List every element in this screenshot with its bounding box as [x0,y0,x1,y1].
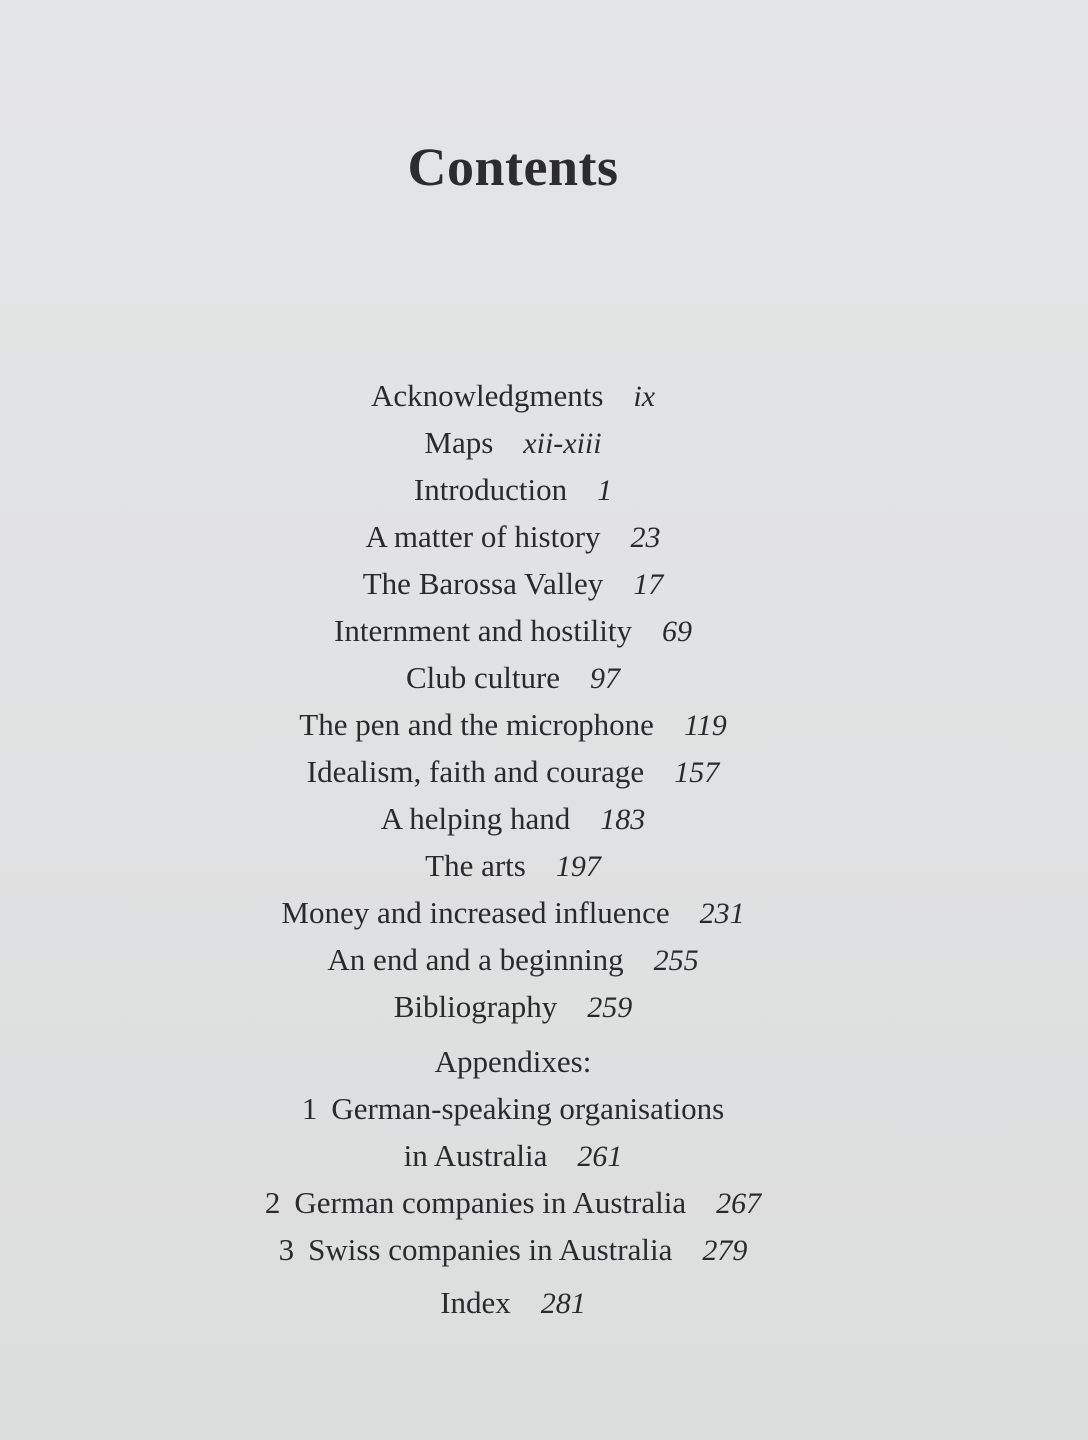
appendix-page: 267 [716,1187,762,1220]
appendix-label: German-speaking organisations [331,1091,725,1126]
toc-entry-label: An end and a beginning [327,942,624,977]
page-title: Contents [407,137,619,197]
toc-entry-page: 1 [597,474,613,507]
toc-entry-barossa [0,560,1026,607]
toc-entry-label: The arts [425,848,526,883]
appendix-page: 261 [577,1140,623,1173]
appendix-label-continued: in Australia [403,1138,548,1173]
appendix-entry-3 [0,1226,1026,1273]
toc-entry-internment [0,607,1026,654]
appendix-number: 3 [278,1232,295,1267]
toc-entry-page: 197 [555,850,601,883]
appendixes-heading: Appendixes: [434,1044,592,1079]
toc-entry-club-culture [0,654,1026,701]
toc-entry-idealism [0,748,1026,795]
appendix-entry-1 [0,1085,1026,1132]
toc-entry-page: 255 [653,944,699,977]
toc-entry-page: 119 [683,709,727,742]
toc-entry-index [0,1279,1026,1326]
toc-entry-page: 259 [587,991,633,1024]
toc-entry-arts [0,842,1026,889]
toc-entry-page: 69 [661,615,692,648]
appendix-entry-2 [0,1179,1026,1226]
toc-entry-page: 281 [540,1287,586,1320]
toc-entry-end-beginning [0,936,1026,983]
toc-entry-introduction [0,466,1026,513]
toc-entry-page: 23 [630,521,661,554]
toc-entry-label: Idealism, faith and courage [306,754,645,789]
toc-entry-maps [0,419,1026,466]
toc-entry-label: The pen and the microphone [299,707,654,742]
appendix-label: Swiss companies in Australia [308,1232,673,1267]
toc-entry-label: The Barossa Valley [362,566,604,601]
appendix-label: German companies in Australia [294,1185,687,1220]
appendix-page: 279 [702,1234,748,1267]
toc-entry-money [0,889,1026,936]
toc-entry-acknowledgments [0,372,1026,419]
toc-entry-label: Internment and hostility [334,613,632,648]
toc-entry-page: 17 [633,568,664,601]
toc-entry-history [0,513,1026,560]
toc-entry-label: A matter of history [365,519,601,554]
toc-entry-page: 157 [674,756,720,789]
toc-entry-page: 97 [590,662,621,695]
toc-entry-label: Club culture [405,660,561,695]
toc-entry-label: Acknowledgments [370,378,604,413]
toc-entry-label: Introduction [413,472,568,507]
toc-entry-page: ix [633,380,656,413]
toc-entry-bibliography [0,983,1026,1030]
toc-entry-helping-hand [0,795,1026,842]
toc-entry-page: 231 [699,897,745,930]
toc-entry-label: Index [440,1285,511,1320]
toc-entry-label: A helping hand [380,801,571,836]
toc-entry-pen-microphone [0,701,1026,748]
appendix-number: 2 [264,1185,281,1220]
toc-entry-label: Money and increased influence [281,895,670,930]
toc-entry-page: 183 [600,803,646,836]
toc-entry-label: Maps [424,425,494,460]
appendix-number: 1 [301,1091,318,1126]
toc-entry-label: Bibliography [393,989,558,1024]
toc-entry-page: xii-xiii [523,427,602,460]
appendix-entry-1-continued [0,1132,1026,1179]
table-of-contents [0,372,1026,1326]
